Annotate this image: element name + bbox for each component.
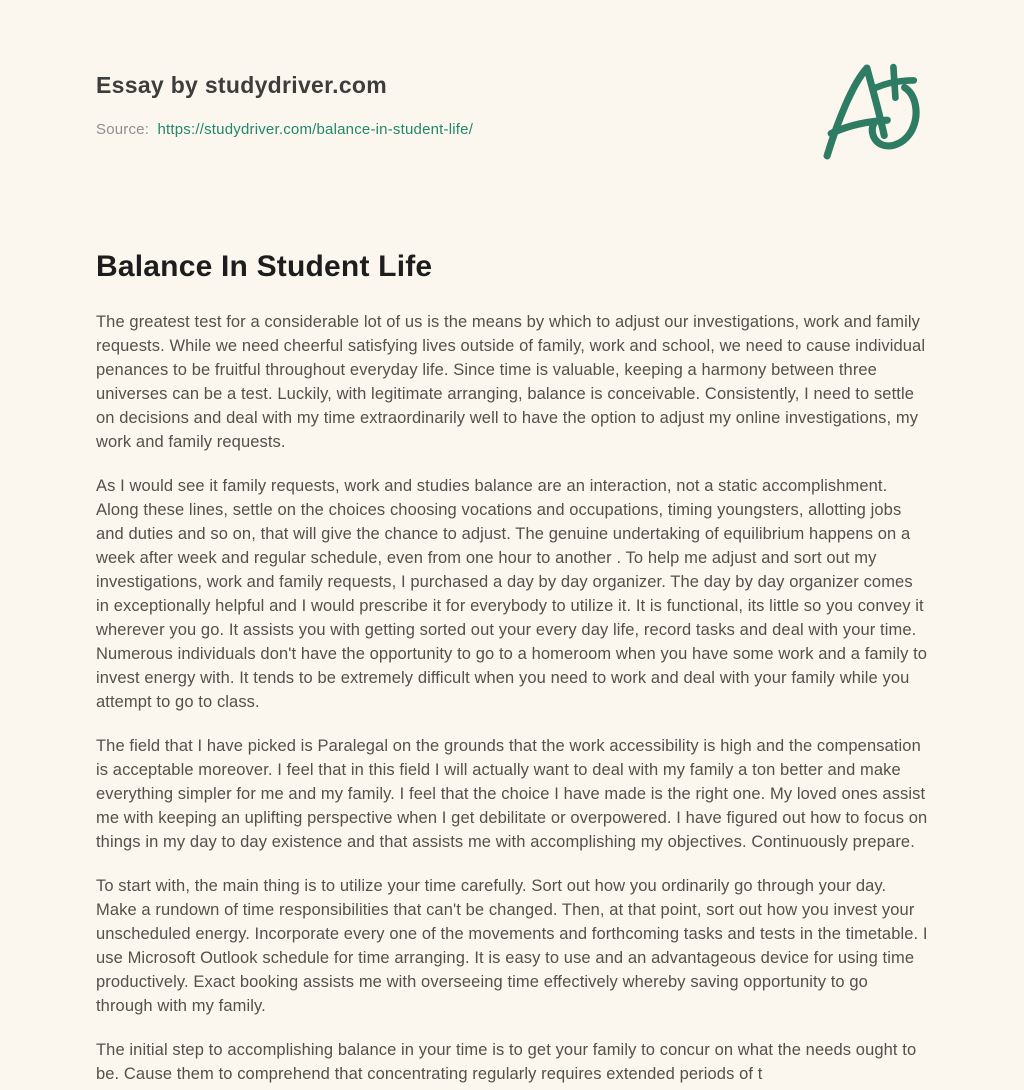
page-header <box>96 72 928 138</box>
paragraph: The greatest test for a considerable lot of us is the means by which to adjust our investigations, work and family requests. While we need cheerful satisfying lives outside of family, work and school, we need to cause individual penances to be fruitful throughout everyday life. Since time is valuable, keeping a harmony between three universes can be a test. Luckily, with legitimate arranging, balance is conceivable. Consistently, I need to settle on decisions and deal with my time extraordinarily well to have the option to adjust my online investigations, my work and family requests. <box>96 313 926 451</box>
source-link[interactable]: https://studydriver.com/balance-in-student-life/ <box>157 121 474 138</box>
paragraph: The field that I have picked is Paralegal on the grounds that the work accessibility is high and the compensation is acceptable moreover. I feel that in this field I will actually want to deal with my family a ton better and make everything simpler for me and my family. I feel that the choice I have made is the right one. My loved ones assist me with keeping an uplifting perspective when I get debilitate or overpowered. I have figured out how to focus on things in my day to day existence and that assists me with accomplishing my objectives. Continuously prepare. <box>96 737 928 851</box>
article-body <box>96 310 928 1086</box>
header-title: Essay by studydriver.com <box>96 72 388 98</box>
source-line <box>96 121 928 138</box>
source-label: Source: <box>96 121 150 138</box>
essay-title: Balance In Student Life <box>96 250 433 283</box>
essay-content <box>96 250 928 1086</box>
paragraph: As I would see it family requests, work and studies balance are an interaction, not a static accomplishment. Along these lines, settle on the choices choosing vocations and occupations, timing youngsters, allotting jobs and duties and so on, that will give the chance to adjust. The genuine undertaking of equilibrium happens on a week after week and regular schedule, even from one hour to another . To help me adjust and sort out my investigations, work and family requests, I purchased a day by day organizer. The day by day organizer comes in exceptionally helpful and I would prescribe it for everybody to utilize it. It is functional, its little so you convey it wherever you go. It assists you with getting sorted out your every day life, record tasks and deal with your time. Numerous individuals don't have the opportunity to go to a homeroom when you have some work and a family to invest energy with. It tends to be extremely difficult when you need to work and deal with your family while you attempt to go to class. <box>96 477 928 711</box>
a-plus-logo-icon <box>822 60 924 164</box>
paragraph: The initial step to accomplishing balance in your time is to get your family to concur on what the needs ought to be. Cause them to comprehend that concentrating regularly requires extended periods of t <box>96 1041 917 1083</box>
paragraph: To start with, the main thing is to utilize your time carefully. Sort out how you ordinarily go through your day. Make a rundown of time responsibilities that can't be changed. Then, at that point, sort out how you invest your unscheduled energy. Incorporate every one of the movements and forthcoming tasks and tests in the timetable. I use Microsoft Outlook schedule for time arranging. It is easy to use and an advantageous device for using time productively. Exact booking assists me with overseeing time effectively whereby saving opportunity to go through with my family. <box>96 877 928 1015</box>
